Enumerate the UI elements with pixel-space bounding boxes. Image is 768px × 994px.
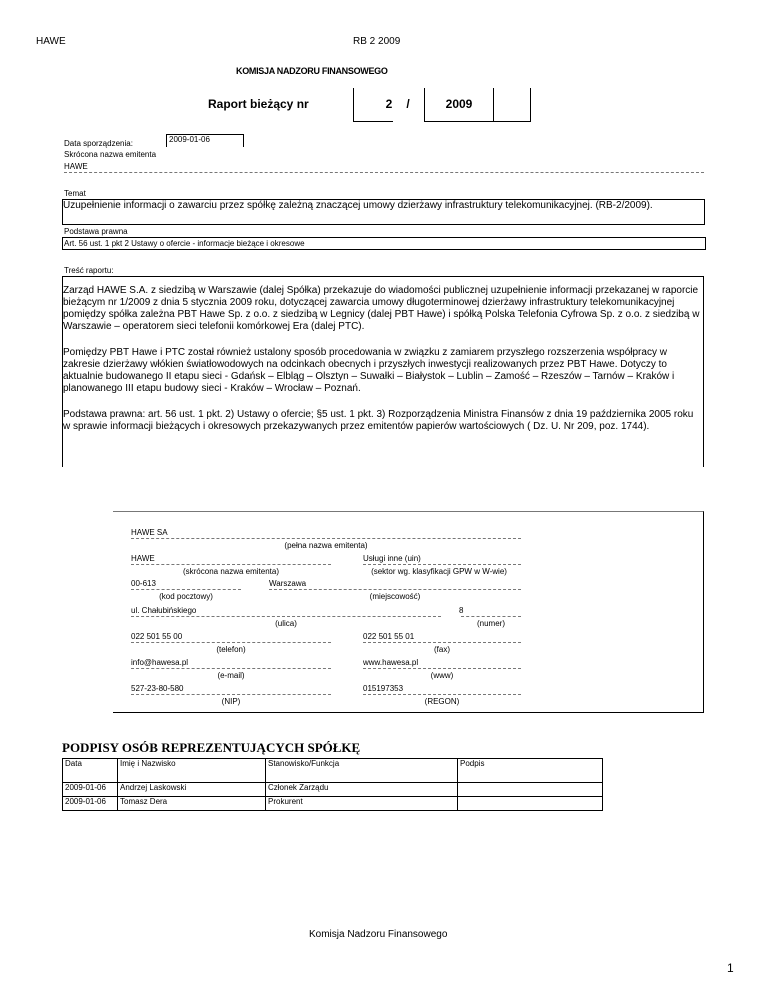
report-number-grid	[353, 88, 531, 122]
email: info@hawesa.pl	[131, 658, 189, 667]
nip: 527-23-80-580	[131, 684, 184, 693]
signatures-title: PODPISY OSÓB REPREZENTUJĄCYCH SPÓŁKĘ	[62, 740, 361, 755]
issuer-full-name: HAWE SA	[131, 528, 168, 537]
postal-code: 00-613	[131, 579, 156, 588]
legal-basis-label: Podstawa prawna	[64, 227, 128, 236]
issuer-sector-caption: (sektor wg. klasyfikacji GPW w W-wie)	[371, 567, 507, 576]
www: www.hawesa.pl	[363, 658, 419, 667]
dash-line	[131, 564, 331, 565]
street-number: 8	[459, 606, 464, 615]
header-left: HAWE	[36, 36, 66, 47]
city: Warszawa	[269, 579, 307, 588]
dash-line	[131, 668, 331, 669]
signatures-table	[62, 758, 603, 811]
content-body	[62, 276, 704, 467]
issuer-sector: Usługi inne (uin)	[363, 554, 421, 563]
subject-value: Uzupełnienie informacji o zawarciu przez spółkę zależną znaczącej umowy dzierżawy infrastruktury telekomunikacyjnej. (RB-2/2009).	[62, 199, 705, 225]
column-header: Stanowisko/Funkcja	[266, 759, 458, 783]
issuer-short-name-caption: (skrócona nazwa emitenta)	[182, 567, 280, 576]
report-year: 2009	[445, 97, 473, 111]
dash-line	[363, 564, 521, 565]
cell-name: Andrzej Laskowski	[118, 783, 266, 797]
issuer-short-value: HAWE	[64, 162, 88, 171]
table-row	[63, 783, 603, 797]
cell-position: Prokurent	[266, 797, 458, 811]
content-paragraph-1: Zarząd HAWE S.A. z siedzibą w Warszawie (dalej Spółka) przekazuje do wiadomości publicznej uzupełnienie informacji przekazanej w raporcie bieżącym nr 1/2009 z dnia 5 stycznia 2009 roku, dotyczącej zawarcia umowy długoterminowej dzierżawy infrastruktury telekomunikacyjnej pomiędzy spółka zależna PBT Hawe Sp. z o.o. z siedzibą w Legnicy (dalej PBT Hawe) i spółką Polska Telefonia Cyfrowa Sp. z o.o. z siedzibą w Warszawie – operatorem sieci telefonii komórkowej Era (dalej PTC).	[63, 285, 700, 332]
regon-caption: (REGON)	[424, 697, 460, 706]
dash-line	[131, 694, 331, 695]
street-number-caption: (numer)	[476, 619, 505, 628]
report-number: 2	[385, 97, 393, 111]
www-caption: (www)	[430, 671, 454, 680]
table-header-row	[63, 759, 603, 783]
dash-line	[363, 642, 521, 643]
issuer-short-name: HAWE	[131, 554, 155, 563]
cell-signature	[458, 797, 603, 811]
report-label: Raport bieżący nr	[208, 97, 309, 111]
subject-label: Temat	[64, 189, 86, 198]
street: ul. Chałubińskiego	[131, 606, 197, 615]
cell-name: Tomasz Dera	[118, 797, 266, 811]
date-label: Data sporządzenia:	[64, 139, 133, 148]
dash-line	[363, 668, 521, 669]
column-header: Imię i Nazwisko	[118, 759, 266, 783]
dash-line	[131, 538, 521, 539]
report-separator: /	[406, 97, 410, 111]
fax-caption: (fax)	[434, 645, 450, 654]
dash-line	[131, 616, 441, 617]
date-value: 2009-01-06	[166, 134, 244, 147]
page-number: 1	[727, 961, 734, 975]
email-caption: (e-mail)	[217, 671, 245, 680]
content-paragraph-2: Pomiędzy PBT Hawe i PTC został również ustalony sposób procedowania w związku z zamiarem przyszłego rozszerzenia współpracy w zakresie dzierżawy włókien światłowodowych na odcinkach obecnych i przyszłych inwestycji realizowanych przez PBT Hawe. Dotyczy to aktualnie budowanego II etapu sieci - Gdańsk – Elbląg – Olsztyn – Suwałki – Białystok – Lublin – Zamość – Rzeszów – Tarnów – Kraków i planowanego III etapu budowy sieci - Kraków – Wrocław – Poznań.	[63, 347, 675, 394]
dash-line	[131, 589, 241, 590]
phone-caption: (telefon)	[216, 645, 246, 654]
regon: 015197353	[363, 684, 404, 693]
table-row	[63, 797, 603, 811]
dash-line	[461, 616, 521, 617]
content-label: Treść raportu:	[64, 266, 114, 275]
column-header: Podpis	[458, 759, 603, 783]
nip-caption: (NIP)	[221, 697, 241, 706]
content-paragraph-3: Podstawa prawna: art. 56 ust. 1 pkt. 2) Ustawy o ofercie; §5 ust. 1 pkt. 3) Rozporządzenia Ministra Finansów z dnia 19 października 2005 roku w sprawie informacji bieżących i okresowych przekazywanych przez emitentów papierów wartościowych ( Dz. U. Nr 209, poz. 1744).	[63, 409, 694, 432]
cell-date: 2009-01-06	[63, 783, 118, 797]
column-header: Data	[63, 759, 118, 783]
dash-line	[363, 694, 521, 695]
cell-signature	[458, 783, 603, 797]
cell-date: 2009-01-06	[63, 797, 118, 811]
issuer-short-label: Skrócona nazwa emitenta	[64, 150, 157, 159]
footer-text: Komisja Nadzoru Finansowego	[309, 929, 448, 940]
authority-title: KOMISJA NADZORU FINANSOWEGO	[236, 66, 388, 76]
fax: 022 501 55 01	[363, 632, 415, 641]
street-caption: (ulica)	[275, 619, 297, 628]
cell-position: Członek Zarządu	[266, 783, 458, 797]
postal-code-caption: (kod pocztowy)	[159, 592, 213, 601]
dash-line	[269, 589, 521, 590]
legal-basis-value: Art. 56 ust. 1 pkt 2 Ustawy o ofercie - informacje bieżące i okresowe	[62, 237, 706, 250]
issuer-data-box	[113, 511, 704, 713]
city-caption: (miejscowość)	[369, 592, 421, 601]
issuer-full-name-caption: (pełna nazwa emitenta)	[284, 541, 368, 550]
dash-line	[131, 642, 331, 643]
header-center: RB 2 2009	[353, 36, 401, 47]
phone: 022 501 55 00	[131, 632, 183, 641]
divider-line	[64, 172, 704, 173]
